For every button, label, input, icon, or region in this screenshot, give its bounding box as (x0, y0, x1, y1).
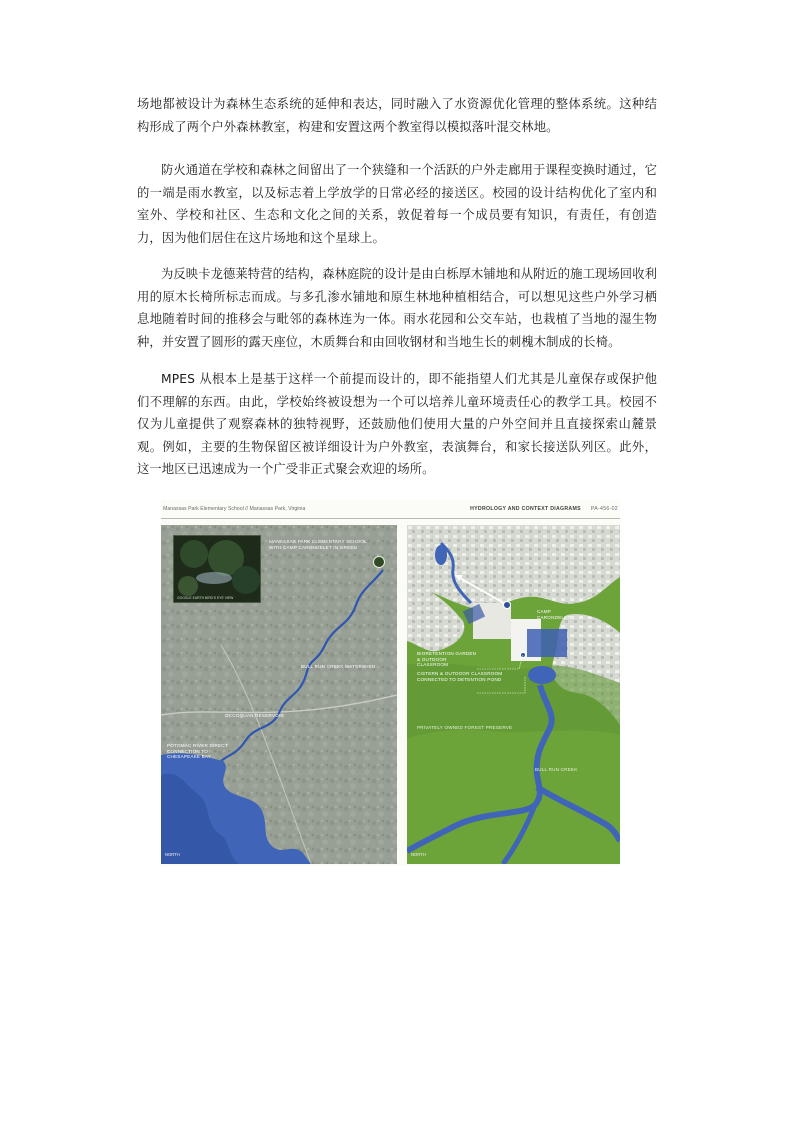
inset-caption: GOOGLE EARTH BIRD'S EYE VIEW (177, 596, 234, 600)
school-label: MANASSAS PARK ELEMENTARY SCHOOL WITH CAMP CARONDELET IN GREEN (269, 539, 367, 550)
school-location-marker (373, 556, 385, 568)
paragraph-1: 场地都被设计为森林生态系统的延伸和表达，同时融入了水资源优化管理的整体系统。这种结构形成了两个户外森林教室，构建和安置这两个教室得以模拟落叶混交林地。 (137, 97, 657, 134)
paragraph-3: 为反映卡龙德莱特营的结构，森林庭院的设计是由白栎厚木铺地和从附近的施工现场回收利用的原木长椅所标志而成。与多孔渗水铺地和原生林地种植相结合，可以想见这些户外学习栖息地随着时间的推移会与毗邻的森林连为一体。雨水花园和公交车站，也栽植了当地的湿生物种，并安置了圆形的露天座位，木质舞台和由回收钢材和当地生长的刺槐木制成的长椅。 (137, 267, 657, 349)
north-arrow-left: NORTH (165, 852, 180, 857)
figure-header-right (470, 506, 618, 512)
figure-header-code: PA-456-02 (590, 506, 618, 512)
north-arrow-right: NORTH (411, 852, 426, 857)
hydrology-figure (161, 500, 620, 866)
paragraph-4: MPES 从根本上是基于这样一个前提而设计的，即不能指望人们尤其是儿童保存或保护他们不理解的东西。由此，学校始终被设想为一个可以培养儿童环境责任心的教学工具。校园不仅为儿童提供了观察森林的独特视野，还鼓励他们使用大量的户外空间并且直接探索山麓景观。例如，主要的生物保留区被详细设计为户外教室，表演舞台，和家长接送队列区。此外，这一地区已迅速成为一个广受非正式聚会欢迎的场所。 (137, 372, 657, 477)
reservoir-label: OCCOQUAN RESERVOIR (225, 713, 284, 718)
watershed-map (161, 525, 397, 864)
site-hydrology-image (407, 525, 620, 864)
site-hydrology-map (407, 525, 620, 864)
bioretention-garden-label: BIORETENTION GARDEN & OUTDOOR CLASSROOM (417, 651, 477, 668)
aerial-inset-photo (173, 535, 261, 603)
cistern-classroom-label: CISTERN & OUTDOOR CLASSROOM CONNECTED TO DETENTION POND (417, 671, 503, 682)
camp-carondelet-label: CAMP CARONDELET (537, 609, 571, 620)
paragraph-2: 防火通道在学校和森林之间留出了一个狭缝和一个活跃的户外走廊用于课程变换时通过，它的一端是雨水教室，以及标志着上学放学的日常必经的接送区。校园的设计结构优化了室内和室外、学校和社区、生态和文化之间的关系，敦促着每一个成员要有知识，有责任，有创造力，因为他们居住在这片场地和这个星球上。 (137, 163, 657, 245)
figure-header-project: Manassas Park Elementary School // Manassas Park, Virginia (163, 506, 306, 512)
figure-header (161, 500, 620, 519)
figure-header-title: HYDROLOGY AND CONTEXT DIAGRAMS (470, 506, 581, 512)
potomac-river-label: POTOMAC RIVER DIRECT CONNECTION TO CHESAPEAKE BAY (167, 743, 228, 760)
bull-run-creek-label: BULL RUN CREEK (535, 767, 578, 772)
creek-watershed-label: BULL RUN CREEK WATERSHED (301, 664, 376, 669)
aerial-inset-image (174, 536, 260, 602)
forest-preserve-label: PRIVATELY OWNED FOREST PRESERVE (417, 725, 513, 730)
